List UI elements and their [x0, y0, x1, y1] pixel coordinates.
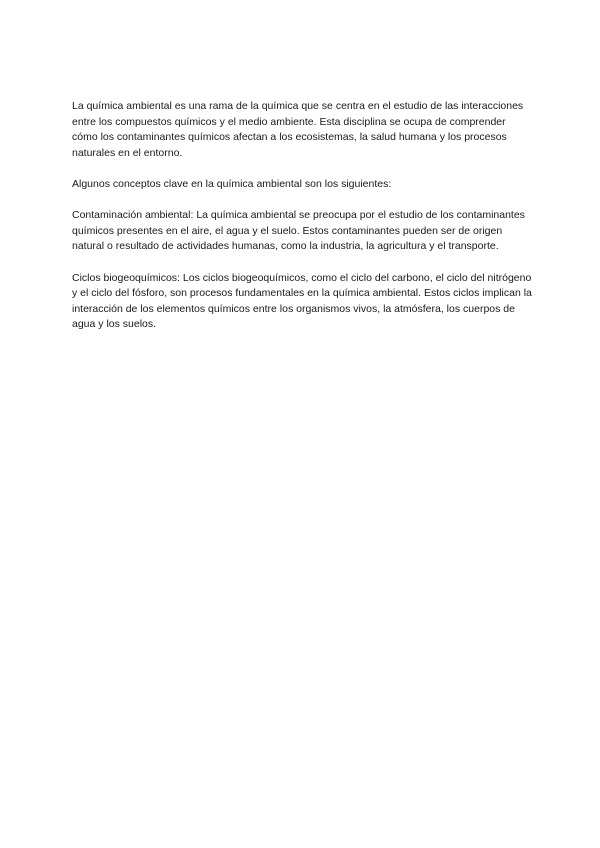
document-body [72, 99, 534, 349]
concepts-intro-paragraph: Algunos conceptos clave en la química ambiental son los siguientes: [72, 177, 392, 190]
contamination-paragraph: Contaminación ambiental: La química ambiental se preocupa por el estudio de los contaminantes químicos presentes en el aire, el agua y el suelo. Estos contaminantes pueden ser de origen natural o resultado de actividades humanas, como la industria, la agricultura y el transporte. [72, 209, 525, 253]
intro-paragraph: La química ambiental es una rama de la química que se centra en el estudio de las interacciones entre los compuestos químicos y el medio ambiente. Esta disciplina se ocupa de comprender cómo los contaminantes químicos afectan a los ecosistemas, la salud humana y los procesos naturales en el entorno. [72, 100, 524, 159]
biogeochemical-cycles-paragraph: Ciclos biogeoquímicos: Los ciclos biogeoquímicos, como el ciclo del carbono, el ciclo del nitrógeno y el ciclo del fósforo, son procesos fundamentales en la química ambiental. Estos ciclos implican la interacción de los elementos químicos entre los organismos vivos, la atmósfera, los cuerpos de agua y los suelos. [72, 271, 532, 331]
